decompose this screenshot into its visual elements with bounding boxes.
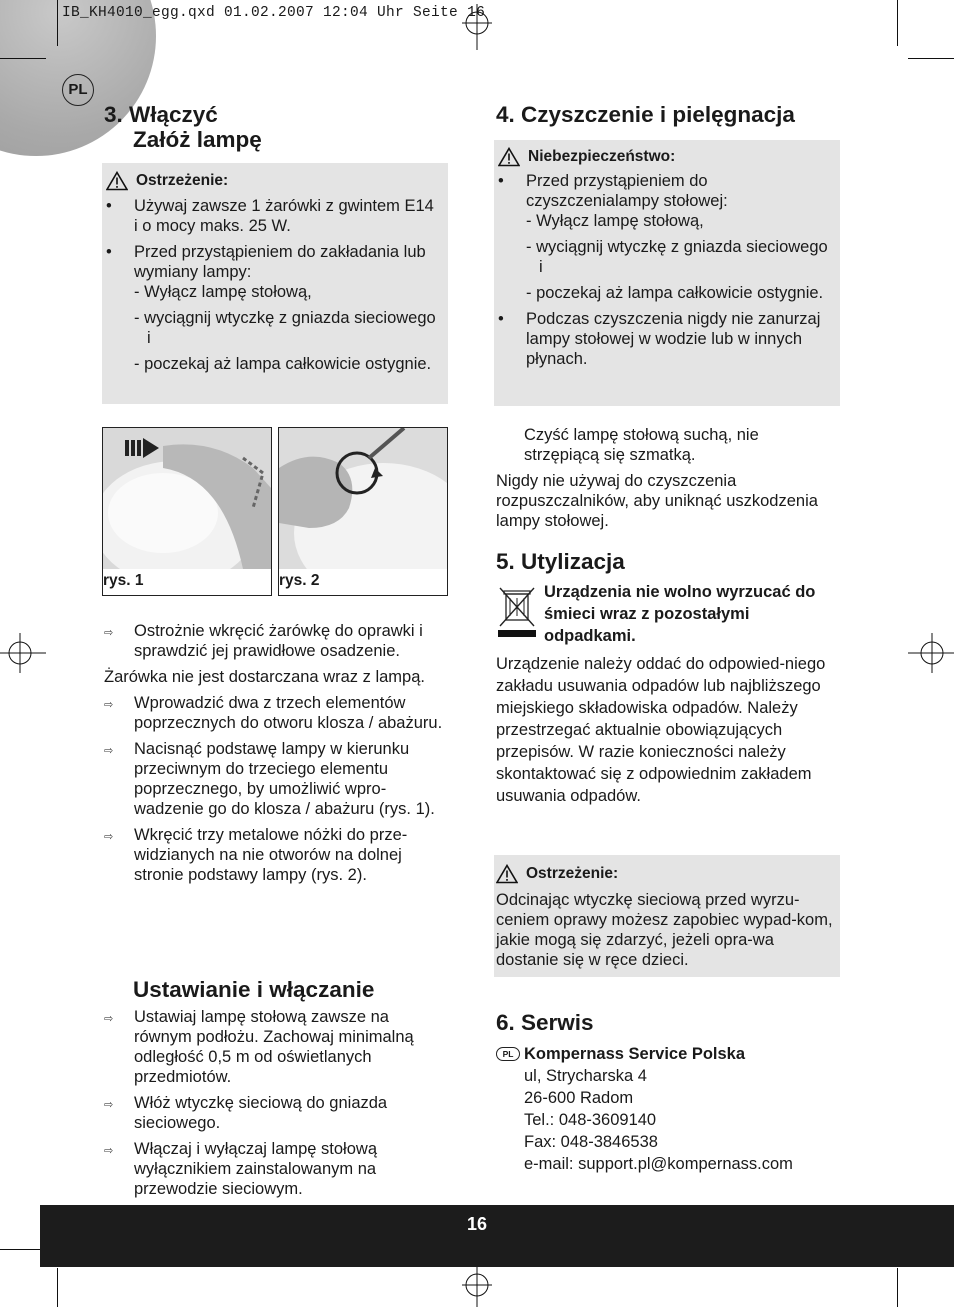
- figure-2-caption: rys. 2: [279, 572, 320, 589]
- step-item: ⇨ Włóż wtyczkę sieciową do gniazda sieciowego.: [104, 1094, 388, 1132]
- bullet-icon: •: [498, 310, 504, 328]
- warning-triangle-icon: [106, 171, 128, 191]
- disposal-warning: Urządzenia nie wolno wyrzucać do śmieci wraz z pozostałymi odpadkami.: [544, 583, 816, 645]
- bullet-icon: •: [106, 243, 112, 261]
- arrow-bullet-icon: ⇨: [104, 699, 114, 711]
- danger-bullet: • Podczas czyszczenia nigdy nie zanurzaj lampy stołowej w wodzie lub w innych płynach.: [498, 310, 821, 368]
- warning-triangle-icon: [498, 147, 520, 167]
- registration-mark-icon: [462, 1266, 492, 1307]
- warning-box: [102, 163, 448, 404]
- cleaning-text-2: Nigdy nie używaj do czyszczenia rozpuszczalników, aby uniknąć uszkodzenia lampy stołowej.: [496, 472, 818, 530]
- service-company: Kompernass Service Polska: [524, 1045, 746, 1063]
- file-slug: IB_KH4010_egg.qxd 01.02.2007 12:04 Uhr Seite 16: [62, 5, 486, 21]
- section6-title: 6. Serwis: [496, 1010, 594, 1035]
- figure-2-image: [279, 428, 447, 569]
- figure-2: [278, 427, 448, 596]
- warning-subitem: - poczekaj aż lampa całkowicie ostygnie.: [134, 355, 432, 373]
- arrow-bullet-icon: ⇨: [104, 745, 114, 757]
- section3-title-line2: Załóż lampę: [133, 127, 262, 152]
- figure-1-caption: rys. 1: [103, 572, 144, 589]
- danger-bullet: • Przed przystąpieniem do czyszczenialampy stołowej:: [498, 172, 728, 210]
- setup-steps: [104, 1001, 450, 1199]
- step-item: ⇨ Wkręcić trzy metalowe nóżki do prze-widzianych na nie otworów na dolnej stronie podstawy lampy (rys. 2).: [104, 826, 408, 884]
- figure-1-image: [103, 428, 271, 569]
- figure-1: [102, 427, 272, 596]
- crop-mark: [897, 1268, 898, 1307]
- danger-subitem: - wyciągnij wtyczkę z gniazda sieciowego i: [526, 238, 828, 276]
- section3-heading: [104, 102, 262, 152]
- arrow-bullet-icon: ⇨: [104, 1099, 114, 1111]
- warning-text: Odcinając wtyczkę sieciową przed wyrzu-ceniem oprawy możesz zapobiec wypad-kom, jakie mogą się zdarzyć, jeżeli opra-wa dostanie się w ręce dzieci.: [496, 891, 833, 969]
- crop-mark: [0, 1249, 40, 1250]
- warning-bullet: • Używaj zawsze 1 żarówki z gwintem E14 i o mocy maks. 25 W.: [106, 197, 434, 235]
- service-address: [496, 1043, 836, 1175]
- danger-heading: Niebezpieczeństwo:: [498, 147, 832, 167]
- warning-box-2: [494, 855, 840, 977]
- service-company-row: [496, 1043, 836, 1065]
- language-badge: PL: [62, 74, 94, 106]
- service-city: 26-600 Radom: [524, 1089, 634, 1107]
- arrow-bullet-icon: ⇨: [104, 831, 114, 843]
- assembly-steps: [104, 616, 450, 885]
- cleaning-text-1: Czyść lampę stołową suchą, nie strzępiącą się szmatką.: [524, 426, 759, 464]
- bullet-icon: •: [498, 172, 504, 190]
- service-fax: Fax: 048-3846538: [524, 1133, 658, 1151]
- step-item: ⇨ Nacisnąć podstawę lampy w kierunku przeciwnym do trzeciego elementu poprzecznego, by umożliwić wpro-wadzenie go do klosza / abażuru (rys. 1).: [104, 740, 435, 818]
- warning-bullet: • Przed przystąpieniem do zakładania lub wymiany lampy:: [106, 243, 426, 281]
- crop-mark: [908, 58, 954, 59]
- setup-title: Ustawianie i włączanie: [133, 977, 375, 1002]
- arrow-bullet-icon: ⇨: [104, 1145, 114, 1157]
- registration-mark-icon: [0, 633, 46, 673]
- disposal-text: Urządzenie należy oddać do odpowied-niego zakładu usuwania odpadów lub najbliższego miejskiego składowiska odpadów. Należy przestrzegać aktualnie obowiązujących przepisów. W razie konieczności należy skontaktować się z odpowiednim zakładem usuwania odpadów.: [496, 655, 826, 805]
- pl-country-badge: PL: [496, 1047, 520, 1061]
- arrow-bullet-icon: ⇨: [104, 627, 114, 639]
- crossed-bin-icon: [498, 584, 536, 640]
- crop-mark: [57, 1268, 58, 1307]
- step-item: ⇨ Włączaj i wyłączaj lampę stołową wyłącznikiem zainstalowanym na przewodzie sieciowym.: [104, 1140, 377, 1198]
- registration-mark-icon: [908, 633, 954, 673]
- danger-subitem: - Wyłącz lampę stołową,: [526, 212, 704, 230]
- service-email: e-mail: support.pl@kompernass.com: [524, 1155, 793, 1173]
- crop-mark: [57, 0, 58, 46]
- bulb-note: Żarówka nie jest dostarczana wraz z lampą.: [104, 668, 425, 686]
- warning-heading: Ostrzeżenie:: [106, 171, 440, 191]
- section3-title-line1: 3. Włączyć: [104, 102, 218, 127]
- step-item: ⇨ Ustawiaj lampę stołową zawsze na równym podłożu. Zachowaj minimalną odległość 0,5 m od oświetlanych przedmiotów.: [104, 1008, 414, 1086]
- bullet-icon: •: [106, 197, 112, 215]
- danger-subitem: - poczekaj aż lampa całkowicie ostygnie.: [526, 284, 824, 302]
- step-item: ⇨ Wprowadzić dwa z trzech elementów poprzecznych do otworu klosza / abażuru.: [104, 694, 443, 732]
- warning-heading: Ostrzeżenie:: [496, 864, 834, 884]
- section4-title: 4. Czyszczenie i pielęgnacja: [496, 102, 795, 127]
- section5-title: 5. Utylizacja: [496, 549, 625, 574]
- step-item: ⇨ Ostrożnie wkręcić żarówkę do oprawki i sprawdzić jej prawidłowe osadzenie.: [104, 622, 423, 660]
- warning-triangle-icon: [496, 864, 518, 884]
- service-tel: Tel.: 048-3609140: [524, 1111, 657, 1129]
- service-street: ul, Strycharska 4: [524, 1067, 647, 1085]
- crop-mark: [0, 58, 46, 59]
- warning-subitem: - wyciągnij wtyczkę z gniazda sieciowego i: [134, 309, 436, 347]
- arrow-bullet-icon: ⇨: [104, 1013, 114, 1025]
- danger-box: [494, 140, 840, 406]
- page-number: 16: [466, 1214, 488, 1234]
- warning-subitem: - Wyłącz lampę stołową,: [134, 283, 312, 301]
- crop-mark: [897, 0, 898, 46]
